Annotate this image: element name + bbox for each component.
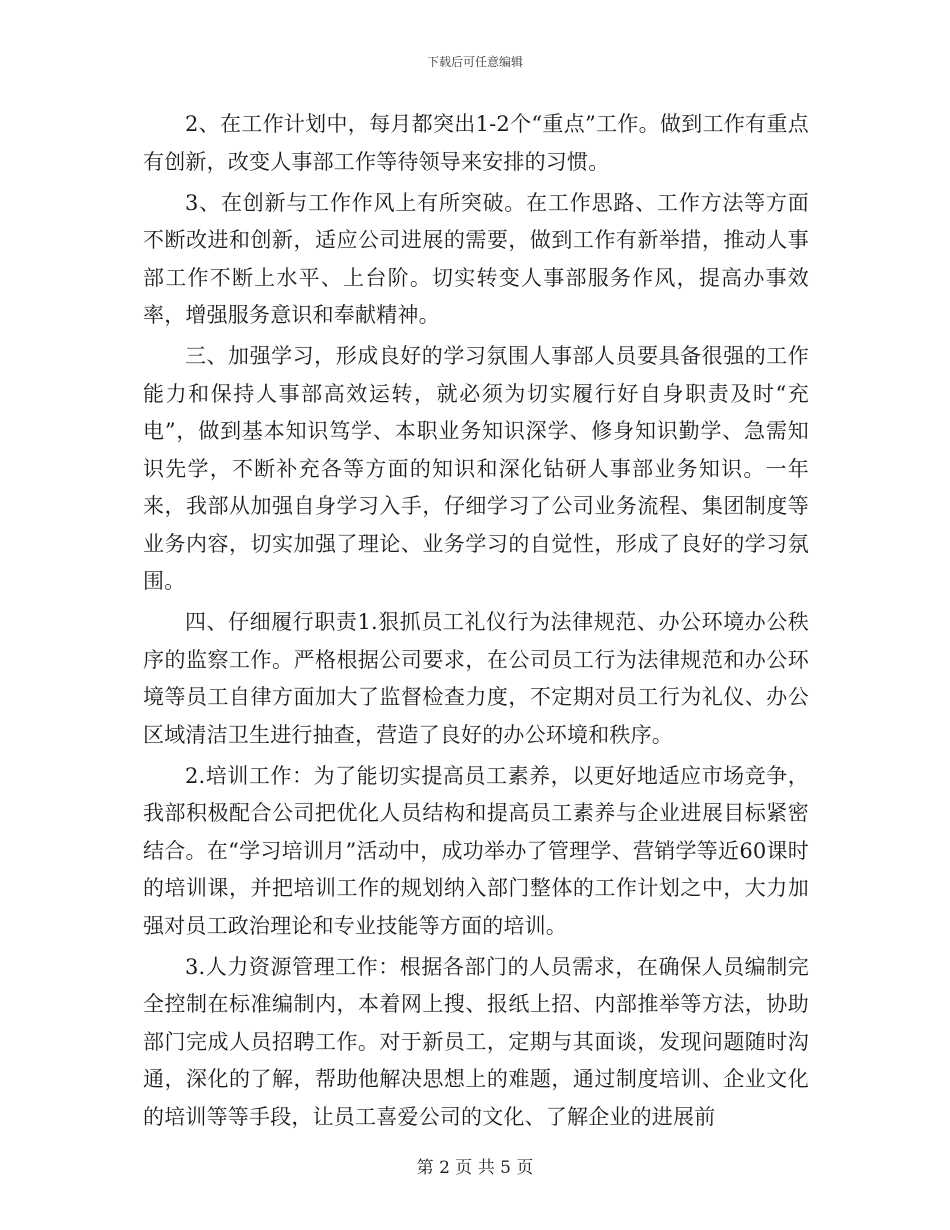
- paragraph: 2、在工作计划中，每月都突出1-2个“重点”工作。做到工作有重点有创新，改变人事部工作等待领导来安排的习惯。: [143, 112, 809, 174]
- page-header: 下载后可任意编辑: [426, 55, 523, 69]
- page-number-footer: 第 2 页 共 5 页: [416, 1158, 534, 1178]
- paragraph: 3、在创新与工作作风上有所突破。在工作思路、工作方法等方面不断改进和创新，适应公司进展的需要，做到工作有新举措，推动人事部工作不断上水平、上台阶。切实转变人事部服务作风，提高办事效率，增强服务意识和奉献精神。: [143, 190, 809, 327]
- document-body: [143, 106, 809, 1140]
- paragraph: 三、加强学习，形成良好的学习氛围人事部人员要具备很强的工作能力和保持人事部高效运转，就必须为切实履行好自身职责及时“充电”，做到基本知识笃学、本职业务知识深学、修身知识勤学、急需知识先学，不断补充各等方面的知识和深化钻研人事部业务知识。一年来，我部从加强自身学习入手，仔细学习了公司业务流程、集团制度等业务内容，切实加强了理论、业务学习的自觉性，形成了良好的学习氛围。: [143, 344, 809, 593]
- paragraph: 2.培训工作：为了能切实提高员工素养，以更好地适应市场竞争，我部积极配合公司把优化人员结构和提高员工素养与企业进展目标紧密结合。在“学习培训月”活动中，成功举办了管理学、营销学等近60课时的培训课，并把培训工作的规划纳入部门整体的工作计划之中，大力加强对员工政治理论和专业技能等方面的培训。: [143, 763, 809, 938]
- paragraph: 3.人力资源管理工作：根据各部门的人员需求，在确保人员编制完全控制在标准编制内，本着网上搜、报纸上招、内部推举等方法，协助部门完成人员招聘工作。对于新员工，定期与其面谈，发现问题随时沟通，深化的了解，帮助他解决思想上的难题，通过制度培训、企业文化的培训等等手段，让员工喜爱公司的文化、了解企业的进展前: [143, 954, 809, 1129]
- paragraph: 四、仔细履行职责1.狠抓员工礼仪行为法律规范、办公环境办公秩序的监察工作。严格根据公司要求，在公司员工行为法律规范和办公环境等员工自律方面加大了监督检查力度，不定期对员工行为礼仪、办公区域清洁卫生进行抽查，营造了良好的办公环境和秩序。: [143, 610, 809, 747]
